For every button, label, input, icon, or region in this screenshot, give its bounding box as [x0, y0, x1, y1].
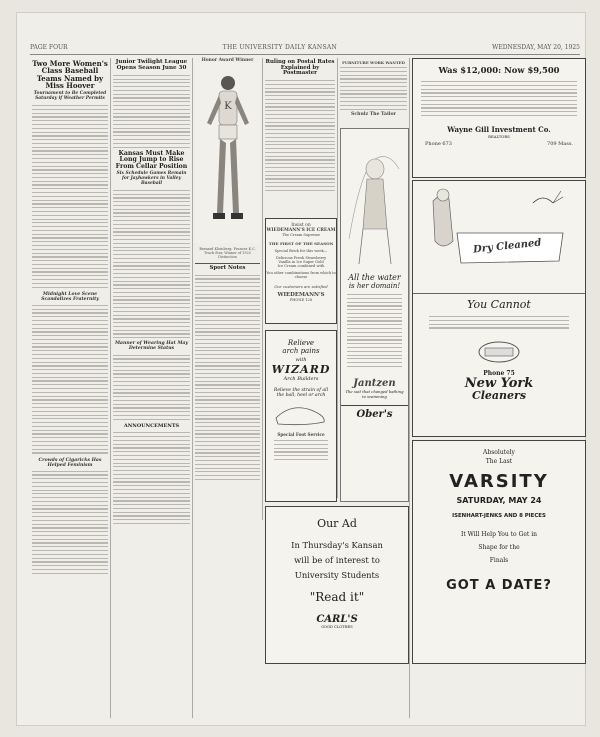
absolutely: Absolutely — [483, 449, 515, 456]
jantzen-logo: Jantzen — [353, 377, 396, 389]
wizard-l3: with — [295, 357, 307, 363]
column-4 — [265, 58, 335, 193]
cleaners-text: Cleaners — [471, 389, 527, 403]
wizard-l2: arch pains — [282, 347, 320, 355]
column-rule — [262, 58, 263, 520]
column-1 — [32, 58, 108, 576]
masthead — [30, 44, 580, 55]
finals-text: Finals — [489, 557, 509, 564]
ad-wayne-gill — [412, 58, 586, 178]
ad-carls — [265, 506, 409, 664]
ice-first: THE FIRST OF THE SEASON — [268, 241, 334, 246]
classified-text — [340, 67, 407, 110]
column-2 — [113, 58, 190, 527]
wizard-l6: Relieve the strain of all the ball, heel or arch — [273, 388, 329, 398]
estate-sub: REALTORS — [488, 133, 510, 139]
estate-contact — [413, 139, 585, 149]
furniture-head: FURNITURE WORK WANTED — [342, 60, 405, 65]
varsity-title: VARSITY — [449, 471, 549, 492]
ice-brand: WIEDEMANN'S ICE CREAM — [266, 228, 336, 233]
headline-hat: Manner of Wearing Hat May Determine Status — [114, 341, 189, 352]
wizard-l1: Relieve — [287, 339, 315, 347]
help-text: It Will Help You to Get in — [460, 531, 538, 538]
ad-wizard — [265, 330, 337, 502]
column-rule — [337, 58, 338, 498]
carls-logo: CARL'S — [316, 614, 358, 625]
headline-baseball: Two More Women's Class Baseball Teams Named by Miss Hoover — [32, 59, 108, 91]
ice-insist: Insist on — [291, 223, 311, 228]
shape-text: Shape for the — [478, 544, 520, 551]
ice-flavor2: Vanilla in Ice Super Gold — [278, 260, 324, 264]
ad-body-text — [413, 311, 585, 336]
headline-twilight: Junior Twilight League Opens Season June 30 — [115, 59, 188, 71]
foot-icon — [266, 398, 336, 428]
story-text — [113, 432, 190, 524]
wizard-l4: WIZARD — [271, 363, 331, 376]
new-york-text: New York — [464, 376, 534, 392]
estate-phone: Phone 673 — [425, 140, 452, 147]
ice-sub: The Cream Supreme — [282, 233, 320, 237]
story-text — [32, 471, 108, 574]
estate-price: Was $12,000: Now $9,500 — [438, 65, 560, 75]
ice-flavor: Delicious Fresh Strawberry — [275, 256, 327, 260]
paper-title: THE UNIVERSITY DAILY KANSAN — [222, 44, 338, 51]
carls-l4: University Students — [294, 570, 380, 580]
water-line2: is her domain! — [348, 282, 401, 290]
carls-l2: In Thursday's Kansan — [291, 540, 383, 550]
column-rule — [409, 58, 410, 718]
water-line1: All the water — [348, 273, 401, 282]
announcements-head: ANNOUNCEMENTS — [123, 423, 180, 429]
headline-kansas: Kansas Must Make Long Jump to Rise From Cellar Position — [115, 149, 188, 170]
story-text — [195, 275, 260, 480]
varsity-band: ISENHART-JENKS AND 8 PIECES — [452, 513, 546, 519]
story-text — [113, 190, 190, 339]
ad-body-text — [341, 290, 408, 374]
column-3 — [195, 58, 260, 483]
wizard-l5: Arch Builders — [283, 376, 319, 382]
ice-flavor3: Ice Cream combined with — [277, 264, 325, 268]
athlete-photo — [195, 63, 260, 243]
ad-varsity — [412, 440, 586, 664]
tailor-name: Schulz The Tailor — [351, 112, 396, 118]
story-text — [32, 105, 108, 288]
headline-cigaricks: Crowds of Cigaricks Has Helped Feminism — [38, 457, 102, 468]
hanger-icon — [413, 336, 585, 366]
page-number: PAGE FOUR — [30, 44, 68, 51]
ice-special: Special Brick for this week— — [274, 249, 328, 253]
obers-logo: Ober's — [341, 405, 408, 420]
estate-address: 709 Mass. — [547, 140, 573, 147]
headline-postal: Ruling on Postal Rates Explained by Postmaster — [265, 59, 335, 77]
photo-caption-head: Honor Award Winner — [201, 58, 254, 63]
sport-notes-head: Sport Notes — [209, 265, 246, 271]
story-text — [32, 305, 108, 454]
story-text — [113, 75, 190, 148]
ad-new-york-cleaners — [412, 180, 586, 437]
ad-obers — [340, 128, 409, 502]
deck-baseball: Tournament to Be Completed Saturday if Weather Permits — [33, 91, 107, 102]
deck-kansas: Six Schedule Games Remain for Jayhawkers in Valley Baseball — [116, 171, 187, 186]
story-text — [265, 80, 335, 191]
carls-l3: will be of interest to — [294, 555, 380, 565]
jantzen-sub: The suit that changed bathing to swimming — [345, 388, 404, 399]
got-a-date: GOT A DATE? — [446, 578, 552, 593]
ice-tag: Our customers are satisfied — [274, 284, 328, 289]
you-cannot: You Cannot — [413, 293, 585, 311]
carls-l1: Our Ad — [317, 517, 357, 530]
ad-body-text — [266, 437, 336, 466]
cleaners-illustration — [413, 181, 585, 289]
column-rule — [110, 58, 111, 718]
carls-l5: "Read it" — [309, 590, 365, 604]
dry-cleaned-text: Dry Cleaned — [472, 237, 542, 256]
ice-phone: PHONE 128 — [289, 298, 313, 302]
ad-body-text — [413, 75, 585, 125]
estate-firm: Wayne Gill Investment Co. — [447, 124, 551, 134]
column-5 — [340, 58, 407, 119]
svg-text:K: K — [224, 101, 232, 112]
the-last: The Last — [485, 458, 513, 465]
ad-wiedemanns — [265, 218, 337, 324]
wizard-special: Special Foot Service — [277, 432, 325, 437]
varsity-date: SATURDAY, MAY 24 — [456, 496, 542, 505]
ice-other: You other combinations from which to choose — [266, 271, 336, 279]
cleaners-phone: Phone 75 — [483, 370, 515, 378]
carls-logo-sub: GOOD CLOTHES — [321, 625, 353, 629]
story-text — [113, 355, 190, 420]
issue-date: WEDNESDAY, MAY 20, 1925 — [492, 44, 580, 51]
photo-caption: Bernard Kleinberg, Frances K.C. Track Star, Winner of 1925 Distinction — [199, 247, 256, 259]
ice-name: WIEDEMANN'S — [277, 292, 325, 298]
headline-love-scene: Midnight Love Scene Scandalizes Fraternity — [41, 291, 99, 302]
swimmer-illustration — [341, 129, 408, 269]
column-rule — [192, 58, 193, 718]
